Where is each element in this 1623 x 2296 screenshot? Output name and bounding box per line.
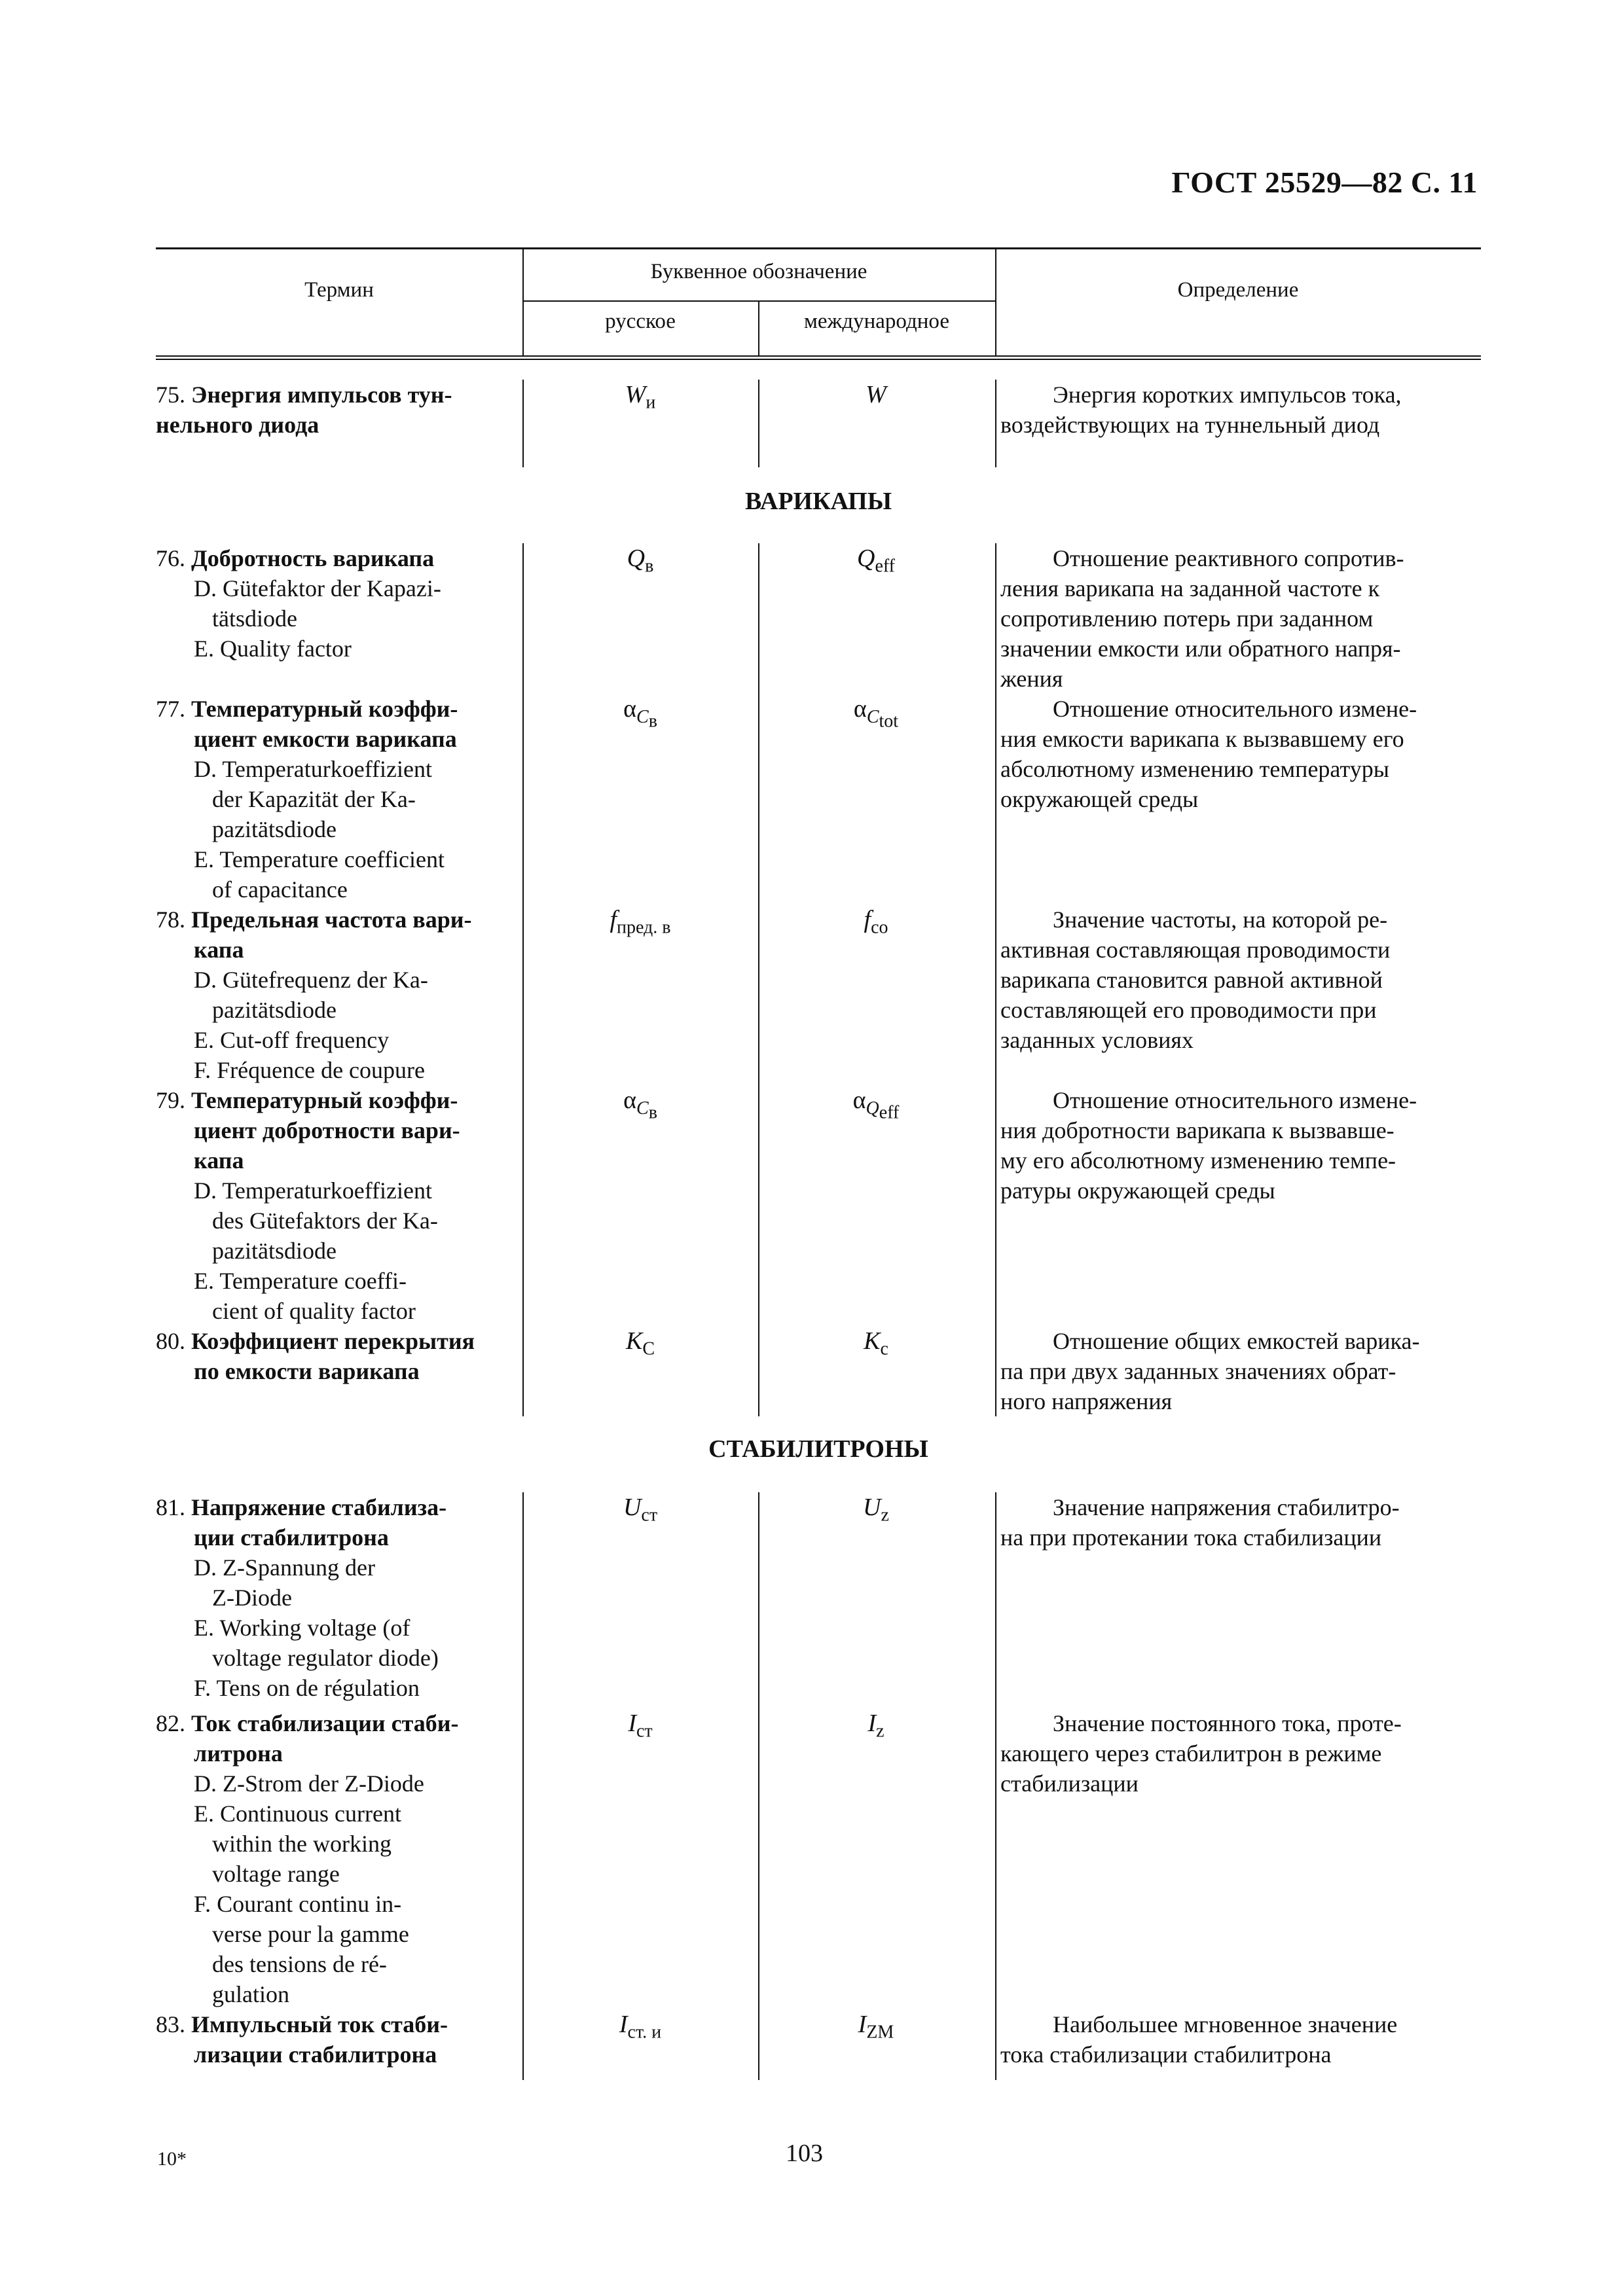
term-cell: 80. Коэффициент перекрытия по емкости варикапа: [156, 1328, 475, 1384]
international-symbol: $K_c$: [864, 1327, 888, 1359]
table-row: [156, 905, 1481, 1085]
russian-symbol: $U_{ст}$: [623, 1494, 658, 1526]
document-reference: ГОСТ 25529—82 С. 11: [1171, 166, 1478, 199]
section-title-zener-diodes: СТАБИЛИТРОНЫ: [708, 1435, 928, 1463]
table-row: [156, 1708, 1481, 2009]
definition-cell: Значение постоянного тока, проте- кающего через стабилитрон в режиме стабилизации: [1000, 1710, 1402, 1797]
russian-symbol: $W_и$: [625, 381, 656, 413]
international-symbol: $I_{ZM}$: [858, 2011, 894, 2043]
term-cell: 75. Энергия импульсов тун- нельного диода: [156, 382, 452, 438]
definition-cell: Отношение общих емкостей варика- па при двух заданных значениях обрат- ного напряжения: [1000, 1328, 1420, 1414]
header-term: Термин: [304, 278, 374, 302]
definition-cell: Значение напряжения стабилитро- на при протекании тока стабилизации: [1000, 1494, 1400, 1551]
header-russian: русское: [605, 310, 676, 333]
page-number: 103: [786, 2140, 823, 2167]
definition-cell: Отношение относительного измене- ния емкости варикапа к вызвавшему его абсолютному изменению температуры окружающей среды: [1000, 696, 1417, 812]
header-divider: [995, 249, 996, 355]
section-row: [156, 1416, 1481, 1492]
russian-symbol: $I_{ст}$: [628, 1710, 653, 1742]
term-cell: 77. Температурный коэффи- циент емкости варикапа D. Temperaturkoeffizient der Kapazität der Ka- pazitätsdiode E. Temperature coefficient of capacitance: [156, 696, 458, 903]
international-symbol: $Q_{eff}$: [856, 545, 896, 577]
term-cell: 76. Добротность варикапа D. Gütefaktor der Kapazi- tätsdiode E. Quality factor: [156, 545, 441, 662]
russian-symbol: $Q_в$: [627, 545, 654, 577]
international-symbol: W: [866, 381, 886, 408]
term-cell: 78. Предельная частота вари- капа D. Gütefrequenz der Ka- pazitätsdiode E. Cut-off frequency F. Fréquence de coupure: [156, 906, 472, 1083]
section-row: [156, 467, 1481, 543]
table-row: [156, 380, 1481, 467]
header-definition: Определение: [1177, 278, 1299, 302]
international-symbol: $I_z$: [867, 1710, 884, 1742]
term-cell: 82. Ток стабилизации стаби- литрона D. Z-Strom der Z-Diode E. Continuous current within the working voltage range F. Courant continu in- verse pour la gamme des tensions de ré- gulation: [156, 1710, 459, 2007]
definition-cell: Отношение реактивного сопротив- ления варикапа на заданной частоте к сопротивлению потерь при заданном значении емкости или обратного напря- жения: [1000, 545, 1404, 692]
international-symbol: $\alpha_{Q_{eff}}$: [852, 1086, 900, 1123]
international-symbol: $\alpha_{C_{tot}}$: [853, 695, 899, 732]
definition-cell: Энергия коротких импульсов тока, воздействующих на туннельный диод: [1000, 382, 1402, 438]
table-row: [156, 1492, 1481, 1708]
russian-symbol: $f_{пред. в}$: [610, 906, 671, 938]
section-title-varicaps: ВАРИКАПЫ: [744, 488, 892, 515]
russian-symbol: $I_{ст. и}$: [619, 2011, 662, 2043]
russian-symbol: $\alpha_{C_в}$: [623, 695, 657, 732]
table-row: [156, 543, 1481, 694]
table-row: [156, 2009, 1481, 2080]
term-cell: 83. Импульсный ток стаби- лизации стабилитрона: [156, 2011, 448, 2068]
header-international: международное: [804, 310, 949, 333]
international-symbol: $f_{co}$: [864, 906, 888, 938]
table-row: [156, 1085, 1481, 1326]
international-symbol: $U_z$: [863, 1494, 889, 1526]
definition-cell: Наибольшее мгновенное значение тока стабилизации стабилитрона: [1000, 2011, 1398, 2068]
footer-mark: 10*: [157, 2148, 187, 2170]
table-row: [156, 694, 1481, 905]
term-cell: 81. Напряжение стабилиза- ции стабилитрона D. Z-Spannung der Z-Diode E. Working voltage (of voltage regulator diode) F. Tens on de régulation: [156, 1494, 447, 1701]
term-cell: 79. Температурный коэффи- циент добротности вари- капа D. Temperaturkoeffizient des Gütefaktors der Ka- pazitätsdiode E. Temperature coeffi- cient of quality factor: [156, 1087, 460, 1324]
table-header: [156, 247, 1481, 360]
definition-cell: Значение частоты, на которой ре- активная составляющая проводимости варикапа становится равной активной составляющей его проводимости при заданных условиях: [1000, 906, 1391, 1053]
table-row: [156, 1326, 1481, 1416]
russian-symbol: $\alpha_{C_в}$: [623, 1086, 657, 1123]
header-letter-designation: Буквенное обозначение: [650, 260, 867, 283]
russian-symbol: $K_C$: [625, 1327, 655, 1359]
terms-table: [156, 247, 1481, 2080]
definition-cell: Отношение относительного измене- ния добротности варикапа к вызвавше- му его абсолютному изменению темпе- ратуры окружающей среды: [1000, 1087, 1417, 1204]
